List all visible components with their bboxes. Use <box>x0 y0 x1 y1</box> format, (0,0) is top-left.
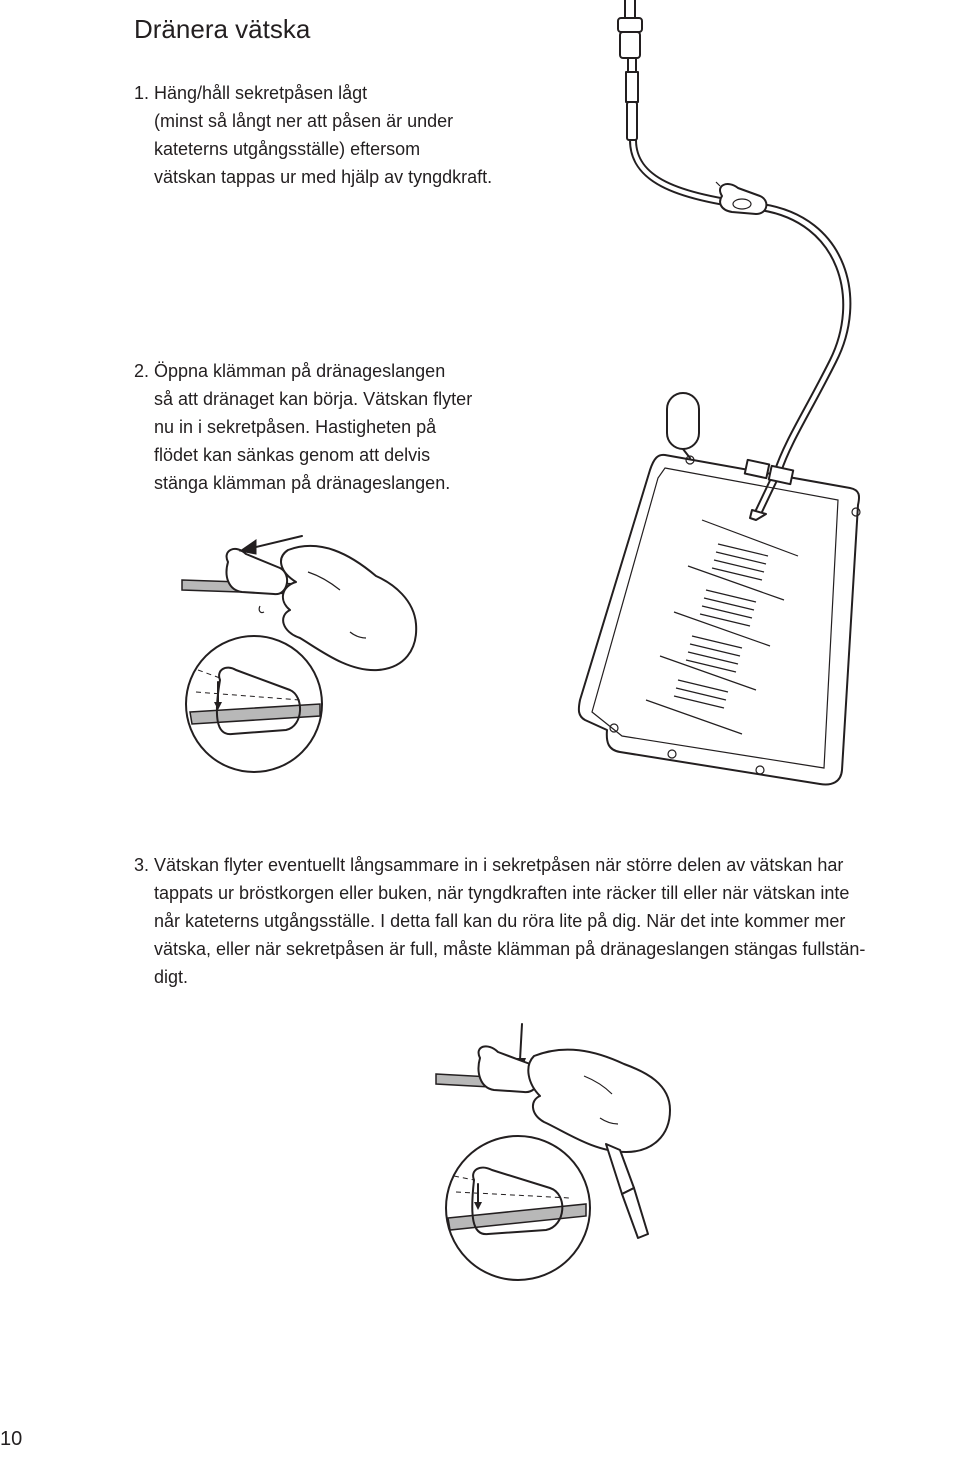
close-clamp-illustration <box>434 1020 674 1270</box>
step-text-line: så att dränaget kan börja. Vätskan flyter <box>154 389 473 409</box>
step-text-line: nu in i sekretpåsen. Hastigheten på <box>154 417 437 437</box>
page-title: Dränera vätska <box>134 14 311 44</box>
needle-icon <box>606 1144 648 1238</box>
hand-icon <box>281 546 416 670</box>
arrow-icon <box>252 536 302 548</box>
zoom-circle <box>186 636 322 772</box>
step-text-line: tappats ur bröstkorgen eller buken, när tyngdkraften inte räcker till eller när vätskan inte <box>154 883 850 903</box>
clamp-icon <box>227 549 288 594</box>
tube-clamp <box>716 182 766 214</box>
open-clamp-illustration <box>180 520 420 750</box>
step-text-line: når kateterns utgångsställe. I detta fall kan du röra lite på dig. När det inte kommer mer <box>154 911 846 931</box>
step-text-line: stänga klämman på dränageslangen. <box>154 473 451 493</box>
step-3 <box>134 851 960 991</box>
step-text-line: (minst så långt ner att påsen är under <box>154 111 454 131</box>
arrow-icon <box>520 1024 522 1060</box>
step-text-line: Öppna klämman på dränageslangen <box>154 361 446 381</box>
tube-connector <box>618 0 642 140</box>
step-number: 2. <box>134 361 150 381</box>
step-1 <box>134 79 493 191</box>
step-number: 1. <box>134 83 150 103</box>
step-number: 3. <box>134 855 150 875</box>
step-text-line: Vätskan flyter eventuellt långsammare in i sekretpåsen när större delen av vätskan har <box>154 855 844 875</box>
step-text-line: Häng/håll sekretpåsen lågt <box>154 83 368 103</box>
page-number: 10 <box>0 1428 23 1450</box>
step-text-line: flödet kan sänkas genom att delvis <box>154 445 431 465</box>
hanger-loop <box>667 393 699 449</box>
step-text-line: digt. <box>154 967 189 987</box>
drainage-bag-illustration <box>570 0 870 800</box>
step-text-line: kateterns utgångsställe) eftersom <box>154 139 421 159</box>
hand-icon <box>528 1050 670 1152</box>
step-2 <box>134 357 473 497</box>
step-text-line: vätskan tappas ur med hjälp av tyngdkraft. <box>154 167 493 187</box>
step-text-line: vätska, eller när sekretpåsen är full, måste klämman på dränageslangen stängas fullstän- <box>154 939 866 959</box>
